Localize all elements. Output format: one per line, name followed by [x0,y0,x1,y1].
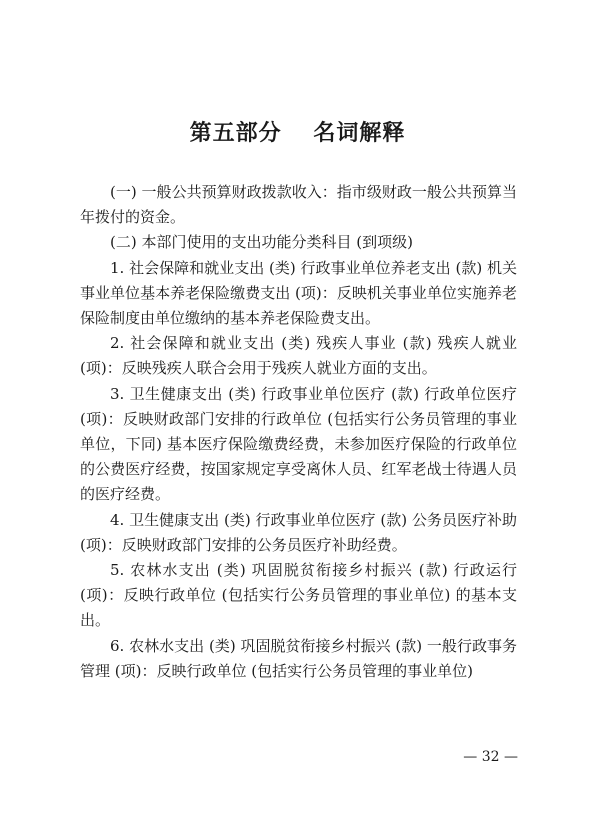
page-number: — 32 — [463,749,518,765]
paragraph-item-1: 1. 社会保障和就业支出 (类) 行政事业单位养老支出 (款) 机关事业单位基本养老保险缴费支出 (项)：反映机关事业单位实施养老保险制度由单位缴纳的基本养老保险费支出。 [80,258,517,328]
paragraph-item-2: 2. 社会保障和就业支出 (类) 残疾人事业 (款) 残疾人就业 (项)：反映残疾人联合会用于残疾人就业方面的支出。 [80,334,517,378]
paragraph-item-4: 4. 卫生健康支出 (类) 行政事业单位医疗 (款) 公务员医疗补助 (项)：反映财政部门安排的公务员医疗补助经费。 [80,510,517,554]
section-title: 第五部分 名词解释 [189,120,406,146]
paragraph-general-budget-income: (一) 一般公共预算财政拨款收入：指市级财政一般公共预算当年拨付的资金。 [80,183,517,227]
paragraph-item-5: 5. 农林水支出 (类) 巩固脱贫衔接乡村振兴 (款) 行政运行 (项)：反映行政单位 (包括实行公务员管理的事业单位) 的基本支出。 [80,561,517,630]
paragraph-item-6: 6. 农林水支出 (类) 巩固脱贫衔接乡村振兴 (款) 一般行政事务管理 (项)：反映行政单位 (包括实行公务员管理的事业单位) [80,636,517,680]
paragraph-item-3: 3. 卫生健康支出 (类) 行政事业单位医疗 (款) 行政单位医疗 (项)：反映财政部门安排的行政单位 (包括实行公务员管理的事业单位，下同) 基本医疗保险缴费经费，未参加医疗保险的行政单位的公费医疗经费，按国家规定享受离休人员、红军老战士待遇人员的医疗经费。 [80,384,517,504]
paragraph-function-classification-heading: (二) 本部门使用的支出功能分类科目 (到项级) [110,233,413,252]
document-body [80,180,517,684]
